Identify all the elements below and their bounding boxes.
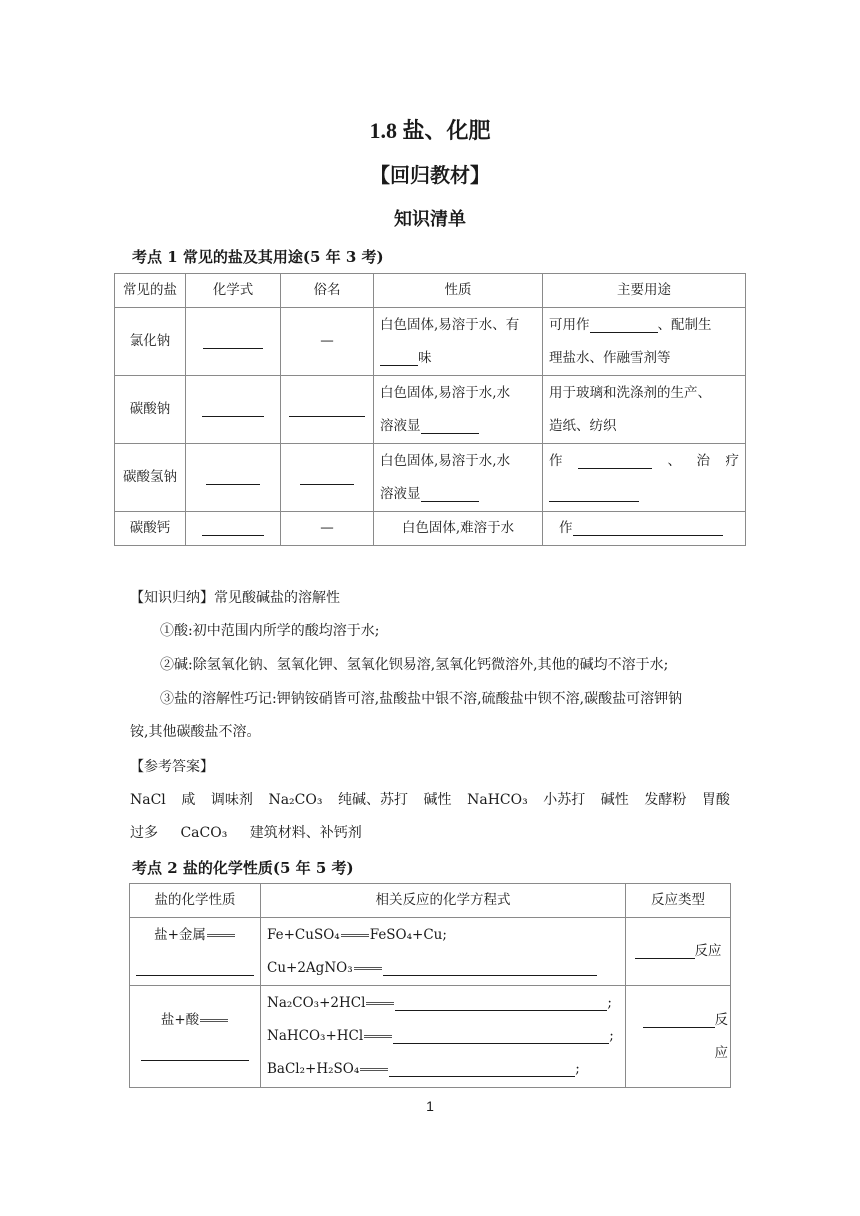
product-blank[interactable] bbox=[141, 1046, 249, 1061]
table-row bbox=[115, 308, 746, 376]
reactions-table bbox=[129, 883, 731, 1088]
equals-sign-icon bbox=[354, 967, 382, 970]
equation-blank[interactable] bbox=[389, 1062, 575, 1077]
use-blank[interactable] bbox=[590, 318, 658, 333]
answer-item: NaHCO₃ bbox=[467, 792, 528, 808]
alias-cell: — bbox=[281, 308, 374, 376]
reaction-type-text: 反应 bbox=[694, 943, 722, 959]
answer-item: CaCO₃ bbox=[180, 825, 228, 841]
table-row bbox=[130, 986, 731, 1088]
table-header-row bbox=[115, 274, 746, 308]
equation-rhs: FeSO₄+Cu; bbox=[369, 926, 447, 943]
table-row bbox=[115, 512, 746, 546]
induction-heading: 【知识归纳】常见酸碱盐的溶解性 bbox=[130, 590, 340, 606]
equation-lhs: Fe+CuSO₄ bbox=[267, 926, 340, 943]
equals-sign-icon bbox=[366, 1002, 394, 1005]
taste-blank[interactable] bbox=[380, 351, 418, 366]
use-text: 可用作 bbox=[549, 316, 590, 333]
property-text: 盐+金属 bbox=[154, 926, 206, 943]
answer-item: 调味剂 bbox=[210, 792, 253, 808]
salt-name: 氯化钠 bbox=[115, 308, 186, 376]
table-header-row bbox=[130, 884, 731, 918]
reaction-type-blank[interactable] bbox=[635, 944, 695, 959]
header-cell: 俗名 bbox=[281, 274, 374, 308]
use-text: 作 bbox=[559, 520, 573, 536]
answer-item: 发酵粉 bbox=[644, 792, 687, 808]
formula-blank[interactable] bbox=[202, 402, 264, 417]
equation-lhs: Na₂CO₃+2HCl bbox=[267, 995, 366, 1011]
induction-item: 铵,其他碳酸盐不溶。 bbox=[130, 724, 261, 740]
property-text: 盐+酸 bbox=[160, 1011, 200, 1028]
use-text: 治 bbox=[696, 452, 710, 469]
formula-blank[interactable] bbox=[203, 334, 263, 349]
property-text: 味 bbox=[418, 349, 432, 366]
answer-item: 碱性 bbox=[600, 792, 629, 808]
use-blank[interactable] bbox=[573, 521, 723, 536]
answer-item: NaCl bbox=[130, 792, 166, 808]
header-cell: 化学式 bbox=[186, 274, 281, 308]
header-cell: 反应类型 bbox=[626, 884, 731, 918]
use-text: 作 bbox=[549, 452, 563, 469]
equation-blank[interactable] bbox=[383, 961, 597, 976]
use-text: 、 bbox=[667, 452, 681, 469]
salt-name: 碳酸钠 bbox=[115, 376, 186, 444]
induction-item: ②碱:除氢氧化钠、氢氧化钾、氢氧化钡易溶,氢氧化钙微溶外,其他的碱均不溶于水; bbox=[160, 657, 669, 673]
table-row bbox=[115, 376, 746, 444]
property-text: 溶液显 bbox=[380, 485, 421, 502]
answer-item: 碱性 bbox=[423, 792, 452, 808]
header-cell: 相关反应的化学方程式 bbox=[261, 884, 626, 918]
answers-line bbox=[130, 790, 730, 810]
property-blank[interactable] bbox=[421, 487, 479, 502]
answer-item: 咸 bbox=[181, 792, 196, 808]
punctuation: ; bbox=[609, 1028, 614, 1044]
use-text: 、配制生 bbox=[657, 316, 712, 333]
answers-heading: 【参考答案】 bbox=[130, 759, 214, 775]
use-blank[interactable] bbox=[549, 487, 639, 502]
use-text: 疗 bbox=[725, 452, 739, 469]
answer-item: 过多 bbox=[130, 825, 158, 841]
reaction-type-text: 反应 bbox=[714, 1011, 728, 1061]
page-number: 1 bbox=[426, 1098, 434, 1114]
header-cell: 常见的盐 bbox=[115, 274, 186, 308]
reaction-type-blank[interactable] bbox=[643, 1013, 715, 1028]
salts-table bbox=[114, 273, 746, 546]
answer-item: Na₂CO₃ bbox=[268, 792, 323, 808]
alias-cell: — bbox=[281, 512, 374, 546]
use-text: 用于玻璃和洗涤剂的生产、 bbox=[549, 384, 711, 401]
use-text: 理盐水、作融雪剂等 bbox=[549, 349, 671, 366]
equation-lhs: NaHCO₃+HCl bbox=[267, 1028, 364, 1044]
equals-sign-icon bbox=[360, 1068, 388, 1071]
punctuation: ; bbox=[607, 995, 612, 1011]
equals-sign-icon bbox=[341, 934, 369, 937]
equation-lhs: BaCl₂+H₂SO₄ bbox=[267, 1061, 360, 1077]
topic1-heading: 考点 1 常见的盐及其用途(5 年 3 考) bbox=[132, 248, 384, 266]
use-blank[interactable] bbox=[578, 454, 652, 469]
answer-item: 建筑材料、补钙剂 bbox=[249, 825, 362, 841]
induction-item: ③盐的溶解性巧记:钾钠铵硝皆可溶,盐酸盐中银不溶,硫酸盐中钡不溶,碳酸盐可溶钾钠 bbox=[160, 691, 683, 707]
formula-blank[interactable] bbox=[202, 521, 264, 536]
property-text: 白色固体,易溶于水,水 bbox=[380, 452, 511, 469]
salt-name: 碳酸钙 bbox=[115, 512, 186, 546]
punctuation: ; bbox=[575, 1061, 580, 1077]
header-cell: 性质 bbox=[374, 274, 543, 308]
subsection-title: 知识清单 bbox=[394, 209, 466, 230]
equation-blank[interactable] bbox=[393, 1029, 609, 1044]
property-blank[interactable] bbox=[421, 419, 479, 434]
table-row bbox=[115, 444, 746, 512]
table-row bbox=[130, 918, 731, 986]
page-title: 1.8 盐、化肥 bbox=[369, 118, 491, 143]
section-title: 【回归教材】 bbox=[370, 163, 490, 187]
property-text: 溶液显 bbox=[380, 417, 421, 434]
equals-sign-icon bbox=[200, 1019, 228, 1022]
formula-blank[interactable] bbox=[206, 470, 260, 485]
alias-blank[interactable] bbox=[300, 470, 354, 485]
product-blank[interactable] bbox=[136, 961, 254, 976]
equation-blank[interactable] bbox=[395, 996, 607, 1011]
salt-name: 碳酸氢钠 bbox=[115, 444, 186, 512]
property-text: 白色固体,易溶于水,水 bbox=[380, 384, 511, 401]
answer-item: 小苏打 bbox=[543, 792, 586, 808]
property-text: 白色固体,难溶于水 bbox=[374, 512, 543, 546]
alias-blank[interactable] bbox=[289, 402, 365, 417]
induction-item: ①酸:初中范围内所学的酸均溶于水; bbox=[160, 623, 380, 639]
answer-item: 胃酸 bbox=[701, 792, 730, 808]
topic2-heading: 考点 2 盐的化学性质(5 年 5 考) bbox=[132, 859, 354, 877]
equals-sign-icon bbox=[207, 934, 235, 937]
property-text: 白色固体,易溶于水、有 bbox=[380, 316, 520, 333]
equals-sign-icon bbox=[364, 1035, 392, 1038]
answer-item: 纯碱、苏打 bbox=[338, 792, 408, 808]
header-cell: 盐的化学性质 bbox=[130, 884, 261, 918]
answers-line bbox=[130, 823, 380, 843]
header-cell: 主要用途 bbox=[543, 274, 746, 308]
use-text: 造纸、纺织 bbox=[549, 417, 617, 434]
equation-lhs: Cu+2AgNO₃ bbox=[267, 959, 353, 976]
